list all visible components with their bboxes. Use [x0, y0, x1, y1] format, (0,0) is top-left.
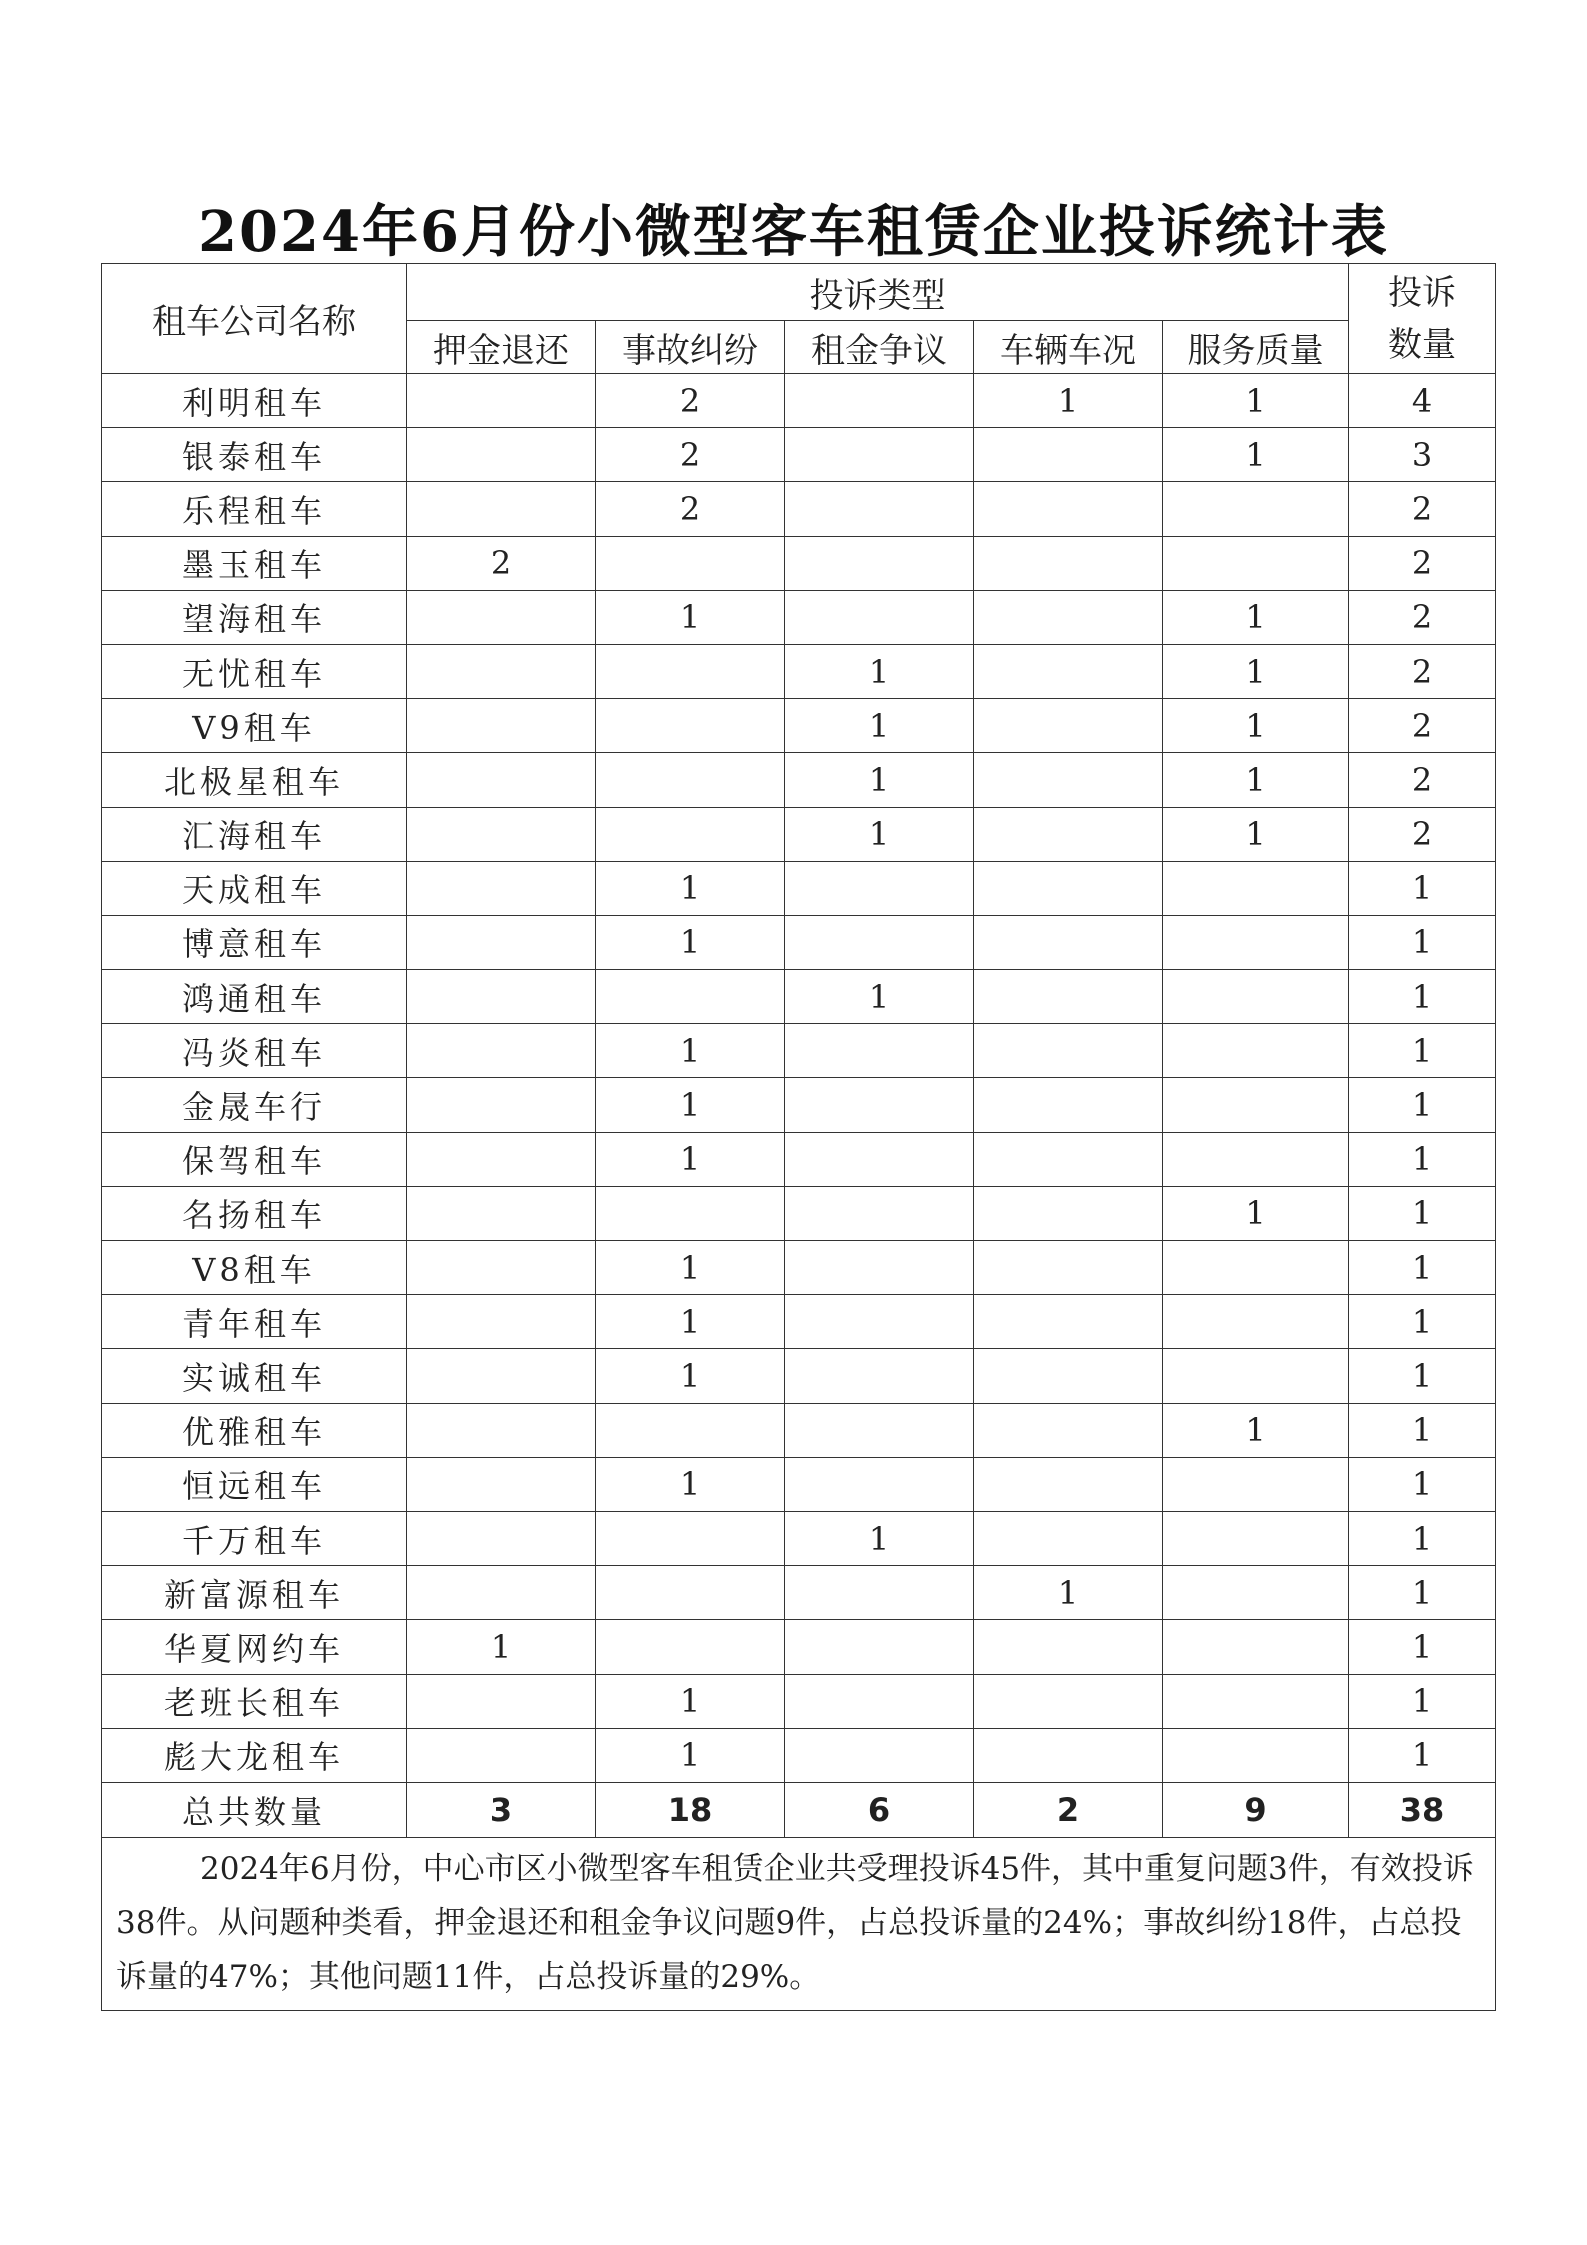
table-row: [102, 1024, 1496, 1078]
cell-total: 1: [1349, 1241, 1496, 1295]
table-row: [102, 915, 1496, 969]
cell-total: 1: [1349, 861, 1496, 915]
company-name: 冯炎租车: [102, 1024, 407, 1078]
header-complaint-type: 投诉类型: [407, 264, 1349, 321]
cell-deposit: [407, 1403, 596, 1457]
cell-total: 1: [1349, 1078, 1496, 1132]
cell-service: [1163, 536, 1349, 590]
cell-rent: [785, 536, 974, 590]
header-type-service: 服务质量: [1163, 321, 1349, 374]
cell-rent: [785, 861, 974, 915]
cell-deposit: [407, 1132, 596, 1186]
cell-service: [1163, 1132, 1349, 1186]
cell-total: 1: [1349, 1511, 1496, 1565]
cell-vehicle: [974, 1511, 1163, 1565]
cell-total: 2: [1349, 536, 1496, 590]
cell-service: [1163, 970, 1349, 1024]
cell-vehicle: [974, 482, 1163, 536]
cell-accident: [596, 1620, 785, 1674]
header-count: [1349, 264, 1496, 374]
cell-service: 1: [1163, 699, 1349, 753]
cell-accident: [596, 1403, 785, 1457]
cell-deposit: [407, 753, 596, 807]
cell-accident: 1: [596, 1457, 785, 1511]
cell-service: [1163, 1620, 1349, 1674]
cell-rent: [785, 482, 974, 536]
cell-total: 1: [1349, 1132, 1496, 1186]
cell-deposit: [407, 1349, 596, 1403]
table-row: [102, 1674, 1496, 1728]
cell-service: [1163, 1674, 1349, 1728]
cell-deposit: 2: [407, 536, 596, 590]
cell-vehicle: [974, 1132, 1163, 1186]
cell-accident: [596, 699, 785, 753]
company-name: 博意租车: [102, 915, 407, 969]
company-name: 无忧租车: [102, 644, 407, 698]
cell-accident: 2: [596, 374, 785, 428]
cell-rent: 1: [785, 970, 974, 1024]
grand-total: 38: [1349, 1782, 1496, 1837]
company-name: 实诚租车: [102, 1349, 407, 1403]
company-name: 青年租车: [102, 1295, 407, 1349]
total-service: 9: [1163, 1782, 1349, 1837]
cell-service: [1163, 1241, 1349, 1295]
cell-service: [1163, 1457, 1349, 1511]
cell-total: 4: [1349, 374, 1496, 428]
cell-total: 2: [1349, 753, 1496, 807]
cell-total: 1: [1349, 1349, 1496, 1403]
cell-service: [1163, 482, 1349, 536]
cell-service: [1163, 1024, 1349, 1078]
table-row: [102, 374, 1496, 428]
cell-vehicle: 1: [974, 1566, 1163, 1620]
cell-rent: [785, 1186, 974, 1240]
cell-deposit: [407, 644, 596, 698]
cell-vehicle: [974, 1457, 1163, 1511]
company-name: 北极星租车: [102, 753, 407, 807]
cell-accident: [596, 807, 785, 861]
cell-accident: 2: [596, 482, 785, 536]
table-row: [102, 1078, 1496, 1132]
cell-accident: 1: [596, 1349, 785, 1403]
cell-deposit: [407, 861, 596, 915]
table-row: [102, 644, 1496, 698]
cell-deposit: 1: [407, 1620, 596, 1674]
cell-vehicle: [974, 1403, 1163, 1457]
cell-deposit: [407, 1728, 596, 1782]
cell-rent: [785, 1132, 974, 1186]
cell-vehicle: [974, 807, 1163, 861]
cell-total: 2: [1349, 807, 1496, 861]
summary-note: 2024年6月份，中心市区小微型客车租赁企业共受理投诉45件，其中重复问题3件，有效投诉38件。从问题种类看，押金退还和租金争议问题9件，占总投诉量的24%；事故纠纷18件，占总投诉量的47%；其他问题11件，占总投诉量的29%。: [102, 1837, 1496, 2010]
cell-accident: 1: [596, 1024, 785, 1078]
cell-rent: [785, 374, 974, 428]
total-vehicle: 2: [974, 1782, 1163, 1837]
summary-row: [102, 1837, 1496, 2010]
company-name: V8租车: [102, 1241, 407, 1295]
cell-rent: [785, 915, 974, 969]
cell-service: 1: [1163, 644, 1349, 698]
cell-deposit: [407, 1674, 596, 1728]
table-row: [102, 590, 1496, 644]
cell-rent: [785, 1078, 974, 1132]
company-name: 老班长租车: [102, 1674, 407, 1728]
cell-rent: [785, 1728, 974, 1782]
header-company: 租车公司名称: [102, 264, 407, 374]
cell-accident: 1: [596, 1241, 785, 1295]
company-name: 千万租车: [102, 1511, 407, 1565]
table-row: [102, 1511, 1496, 1565]
cell-vehicle: [974, 590, 1163, 644]
table-row: [102, 1295, 1496, 1349]
table-row: [102, 1728, 1496, 1782]
cell-vehicle: [974, 861, 1163, 915]
table-row: [102, 1186, 1496, 1240]
cell-vehicle: [974, 1674, 1163, 1728]
cell-vehicle: [974, 1349, 1163, 1403]
cell-total: 1: [1349, 970, 1496, 1024]
table-row: [102, 428, 1496, 482]
table-row: [102, 861, 1496, 915]
cell-total: 1: [1349, 1024, 1496, 1078]
cell-total: 1: [1349, 1457, 1496, 1511]
cell-service: 1: [1163, 1186, 1349, 1240]
cell-vehicle: [974, 970, 1163, 1024]
cell-vehicle: 1: [974, 374, 1163, 428]
cell-total: 2: [1349, 590, 1496, 644]
cell-service: [1163, 1349, 1349, 1403]
company-name: 银泰租车: [102, 428, 407, 482]
cell-deposit: [407, 699, 596, 753]
cell-deposit: [407, 970, 596, 1024]
header-type-deposit: 押金退还: [407, 321, 596, 374]
company-name: 汇海租车: [102, 807, 407, 861]
company-name: 天成租车: [102, 861, 407, 915]
cell-rent: [785, 1620, 974, 1674]
table-row: [102, 1132, 1496, 1186]
cell-deposit: [407, 374, 596, 428]
cell-accident: [596, 1566, 785, 1620]
cell-service: 1: [1163, 428, 1349, 482]
cell-rent: [785, 428, 974, 482]
cell-service: [1163, 1566, 1349, 1620]
cell-rent: [785, 1403, 974, 1457]
cell-deposit: [407, 482, 596, 536]
cell-deposit: [407, 1078, 596, 1132]
cell-service: [1163, 1728, 1349, 1782]
cell-vehicle: [974, 1186, 1163, 1240]
cell-accident: 1: [596, 1078, 785, 1132]
page-title: 2024年6月份小微型客车租赁企业投诉统计表: [198, 199, 1389, 265]
table-row: [102, 536, 1496, 590]
cell-deposit: [407, 807, 596, 861]
company-name: 乐程租车: [102, 482, 407, 536]
cell-service: [1163, 915, 1349, 969]
cell-accident: [596, 970, 785, 1024]
cell-vehicle: [974, 1241, 1163, 1295]
cell-accident: 1: [596, 861, 785, 915]
cell-service: 1: [1163, 753, 1349, 807]
table-row: [102, 1349, 1496, 1403]
company-name: 墨玉租车: [102, 536, 407, 590]
cell-vehicle: [974, 536, 1163, 590]
company-name: 利明租车: [102, 374, 407, 428]
cell-deposit: [407, 1186, 596, 1240]
cell-total: 2: [1349, 699, 1496, 753]
table-row: [102, 1620, 1496, 1674]
table-row: [102, 482, 1496, 536]
total-accident: 18: [596, 1782, 785, 1837]
company-name: 金晟车行: [102, 1078, 407, 1132]
cell-total: 1: [1349, 915, 1496, 969]
cell-rent: [785, 1024, 974, 1078]
cell-accident: 1: [596, 1132, 785, 1186]
cell-rent: [785, 1295, 974, 1349]
total-deposit: 3: [407, 1782, 596, 1837]
cell-total: 1: [1349, 1186, 1496, 1240]
cell-rent: [785, 1349, 974, 1403]
cell-vehicle: [974, 753, 1163, 807]
cell-rent: [785, 1241, 974, 1295]
header-type-rent: 租金争议: [785, 321, 974, 374]
company-name: 彪大龙租车: [102, 1728, 407, 1782]
company-name: 优雅租车: [102, 1403, 407, 1457]
cell-service: 1: [1163, 590, 1349, 644]
cell-deposit: [407, 590, 596, 644]
table-row: [102, 807, 1496, 861]
cell-rent: [785, 1674, 974, 1728]
cell-vehicle: [974, 1620, 1163, 1674]
cell-total: 1: [1349, 1674, 1496, 1728]
cell-accident: [596, 1511, 785, 1565]
cell-service: 1: [1163, 374, 1349, 428]
cell-accident: [596, 753, 785, 807]
cell-rent: 1: [785, 644, 974, 698]
table-row: [102, 753, 1496, 807]
cell-accident: 1: [596, 590, 785, 644]
totals-row: [102, 1782, 1496, 1837]
cell-deposit: [407, 428, 596, 482]
cell-accident: 2: [596, 428, 785, 482]
header-count-label: 投诉数量: [1388, 272, 1457, 365]
cell-total: 2: [1349, 644, 1496, 698]
cell-total: 1: [1349, 1728, 1496, 1782]
cell-total: 1: [1349, 1566, 1496, 1620]
cell-accident: 1: [596, 1728, 785, 1782]
cell-deposit: [407, 1024, 596, 1078]
company-name: 恒远租车: [102, 1457, 407, 1511]
cell-vehicle: [974, 428, 1163, 482]
table-row: [102, 1457, 1496, 1511]
table-row: [102, 1566, 1496, 1620]
cell-rent: 1: [785, 807, 974, 861]
cell-vehicle: [974, 1728, 1163, 1782]
cell-service: [1163, 1295, 1349, 1349]
cell-service: 1: [1163, 807, 1349, 861]
company-name: V9租车: [102, 699, 407, 753]
cell-deposit: [407, 915, 596, 969]
company-name: 保驾租车: [102, 1132, 407, 1186]
company-name: 鸿通租车: [102, 970, 407, 1024]
complaint-table: [101, 263, 1496, 2011]
cell-total: 1: [1349, 1403, 1496, 1457]
cell-vehicle: [974, 1078, 1163, 1132]
cell-rent: [785, 1457, 974, 1511]
cell-service: [1163, 1078, 1349, 1132]
header-type-vehicle: 车辆车况: [974, 321, 1163, 374]
cell-rent: 1: [785, 753, 974, 807]
cell-vehicle: [974, 699, 1163, 753]
cell-vehicle: [974, 1295, 1163, 1349]
cell-accident: 1: [596, 1674, 785, 1728]
cell-accident: [596, 536, 785, 590]
cell-total: 1: [1349, 1295, 1496, 1349]
cell-vehicle: [974, 644, 1163, 698]
header-type-accident: 事故纠纷: [596, 321, 785, 374]
table-row: [102, 699, 1496, 753]
cell-deposit: [407, 1457, 596, 1511]
company-name: 名扬租车: [102, 1186, 407, 1240]
cell-service: [1163, 1511, 1349, 1565]
cell-service: [1163, 861, 1349, 915]
cell-accident: [596, 1186, 785, 1240]
company-name: 望海租车: [102, 590, 407, 644]
cell-deposit: [407, 1566, 596, 1620]
cell-rent: [785, 1566, 974, 1620]
company-name: 华夏网约车: [102, 1620, 407, 1674]
cell-vehicle: [974, 915, 1163, 969]
cell-total: 2: [1349, 482, 1496, 536]
cell-vehicle: [974, 1024, 1163, 1078]
table-row: [102, 1241, 1496, 1295]
cell-deposit: [407, 1295, 596, 1349]
totals-label: 总共数量: [102, 1782, 407, 1837]
cell-rent: [785, 590, 974, 644]
cell-deposit: [407, 1511, 596, 1565]
cell-accident: 1: [596, 915, 785, 969]
cell-accident: 1: [596, 1295, 785, 1349]
cell-rent: 1: [785, 1511, 974, 1565]
cell-total: 3: [1349, 428, 1496, 482]
cell-deposit: [407, 1241, 596, 1295]
table-row: [102, 970, 1496, 1024]
cell-rent: 1: [785, 699, 974, 753]
table-row: [102, 1403, 1496, 1457]
company-name: 新富源租车: [102, 1566, 407, 1620]
total-rent: 6: [785, 1782, 974, 1837]
cell-accident: [596, 644, 785, 698]
cell-total: 1: [1349, 1620, 1496, 1674]
cell-service: 1: [1163, 1403, 1349, 1457]
